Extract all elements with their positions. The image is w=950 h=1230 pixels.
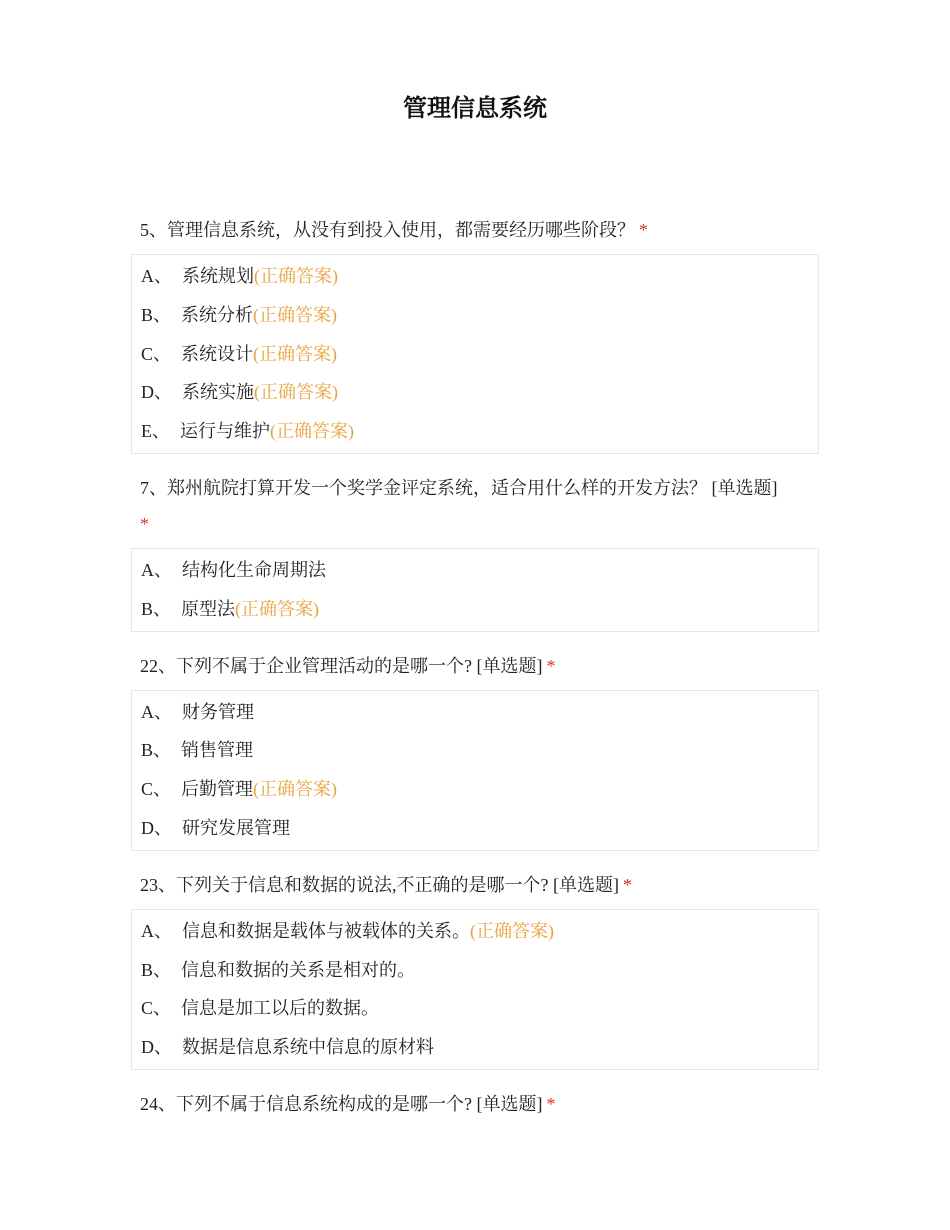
question-7 [131, 470, 819, 632]
option-text: 原型法 [181, 598, 236, 619]
option-text: 信息是加工以后的数据。 [181, 998, 380, 1019]
option-item [132, 1028, 818, 1067]
correct-answer-mark: (正确答案) [470, 920, 554, 941]
option-item [132, 770, 818, 809]
question-text [131, 212, 819, 248]
option-text: 销售管理 [181, 740, 254, 761]
required-mark: * [546, 1093, 556, 1114]
option-letter: E、 [141, 421, 170, 442]
option-letter: D、 [141, 1037, 172, 1058]
option-item [132, 373, 818, 412]
option-item [132, 412, 818, 451]
question-label: 23、下列关于信息和数据的说法,不正确的是哪一个? [单选题] [140, 874, 619, 895]
option-text: 信息和数据的关系是相对的。 [181, 959, 416, 980]
required-mark: * [622, 874, 632, 895]
option-item [132, 590, 818, 629]
option-text: 系统分析 [181, 304, 254, 325]
option-item [132, 809, 818, 848]
option-item [132, 551, 818, 590]
correct-answer-mark: (正确答案) [270, 421, 354, 442]
question-label: 5、管理信息系统，从没有到投入使用，都需要经历哪些阶段？ [140, 220, 635, 240]
question-22 [131, 648, 819, 851]
option-letter: D、 [141, 382, 172, 403]
option-item [132, 912, 818, 951]
option-item [132, 693, 818, 732]
option-letter: D、 [141, 817, 172, 838]
required-mark: * [639, 220, 648, 240]
option-letter: B、 [141, 959, 172, 980]
question-24 [131, 1086, 819, 1122]
correct-answer-mark: (正确答案) [253, 779, 338, 800]
question-text [131, 648, 819, 684]
option-text: 财务管理 [182, 701, 254, 722]
question-label: 24、下列不属于信息系统构成的是哪一个? [单选题] [140, 1093, 543, 1114]
options-box [131, 548, 819, 632]
option-letter: B、 [141, 598, 172, 619]
option-item [132, 296, 818, 335]
correct-answer-mark: (正确答案) [254, 266, 338, 286]
option-text: 系统实施 [182, 382, 254, 403]
option-text: 数据是信息系统中信息的原材料 [182, 1037, 434, 1058]
question-23 [131, 867, 819, 1070]
option-letter: A、 [141, 559, 172, 580]
option-item [132, 989, 818, 1028]
question-list [131, 212, 819, 1138]
option-text: 运行与维护 [180, 421, 270, 442]
option-item [132, 335, 818, 374]
option-letter: A、 [141, 701, 172, 722]
question-label: 22、下列不属于企业管理活动的是哪一个? [单选题] [140, 655, 543, 676]
option-text: 结构化生命周期法 [182, 559, 326, 580]
option-item [132, 951, 818, 990]
option-letter: A、 [141, 920, 172, 941]
required-mark: * [546, 655, 556, 676]
option-text: 后勤管理 [181, 779, 254, 800]
question-text [131, 470, 819, 542]
correct-answer-mark: (正确答案) [254, 382, 338, 403]
option-letter: C、 [141, 779, 172, 800]
correct-answer-mark: (正确答案) [253, 343, 338, 364]
option-letter: B、 [141, 304, 172, 325]
correct-answer-mark: (正确答案) [253, 304, 338, 325]
option-letter: A、 [141, 266, 172, 286]
option-item [132, 731, 818, 770]
question-label: 7、郑州航院打算开发一个奖学金评定系统，适合用什么样的开发方法？ [单选题] [140, 477, 778, 498]
option-text: 系统规划 [182, 266, 254, 286]
option-letter: C、 [141, 343, 172, 364]
option-text: 信息和数据是载体与被载体的关系。 [182, 920, 470, 941]
option-text: 研究发展管理 [182, 817, 290, 838]
options-box [131, 690, 819, 851]
option-letter: B、 [141, 740, 172, 761]
option-item [132, 257, 818, 296]
options-box [131, 909, 819, 1070]
question-text [131, 867, 819, 903]
question-text [131, 1086, 819, 1122]
options-box [131, 254, 819, 454]
correct-answer-mark: (正确答案) [235, 598, 320, 619]
question-5 [131, 212, 819, 454]
required-mark: * [140, 513, 149, 534]
option-text: 系统设计 [181, 343, 254, 364]
page-title: 管理信息系统 [403, 94, 547, 122]
option-letter: C、 [141, 998, 172, 1019]
